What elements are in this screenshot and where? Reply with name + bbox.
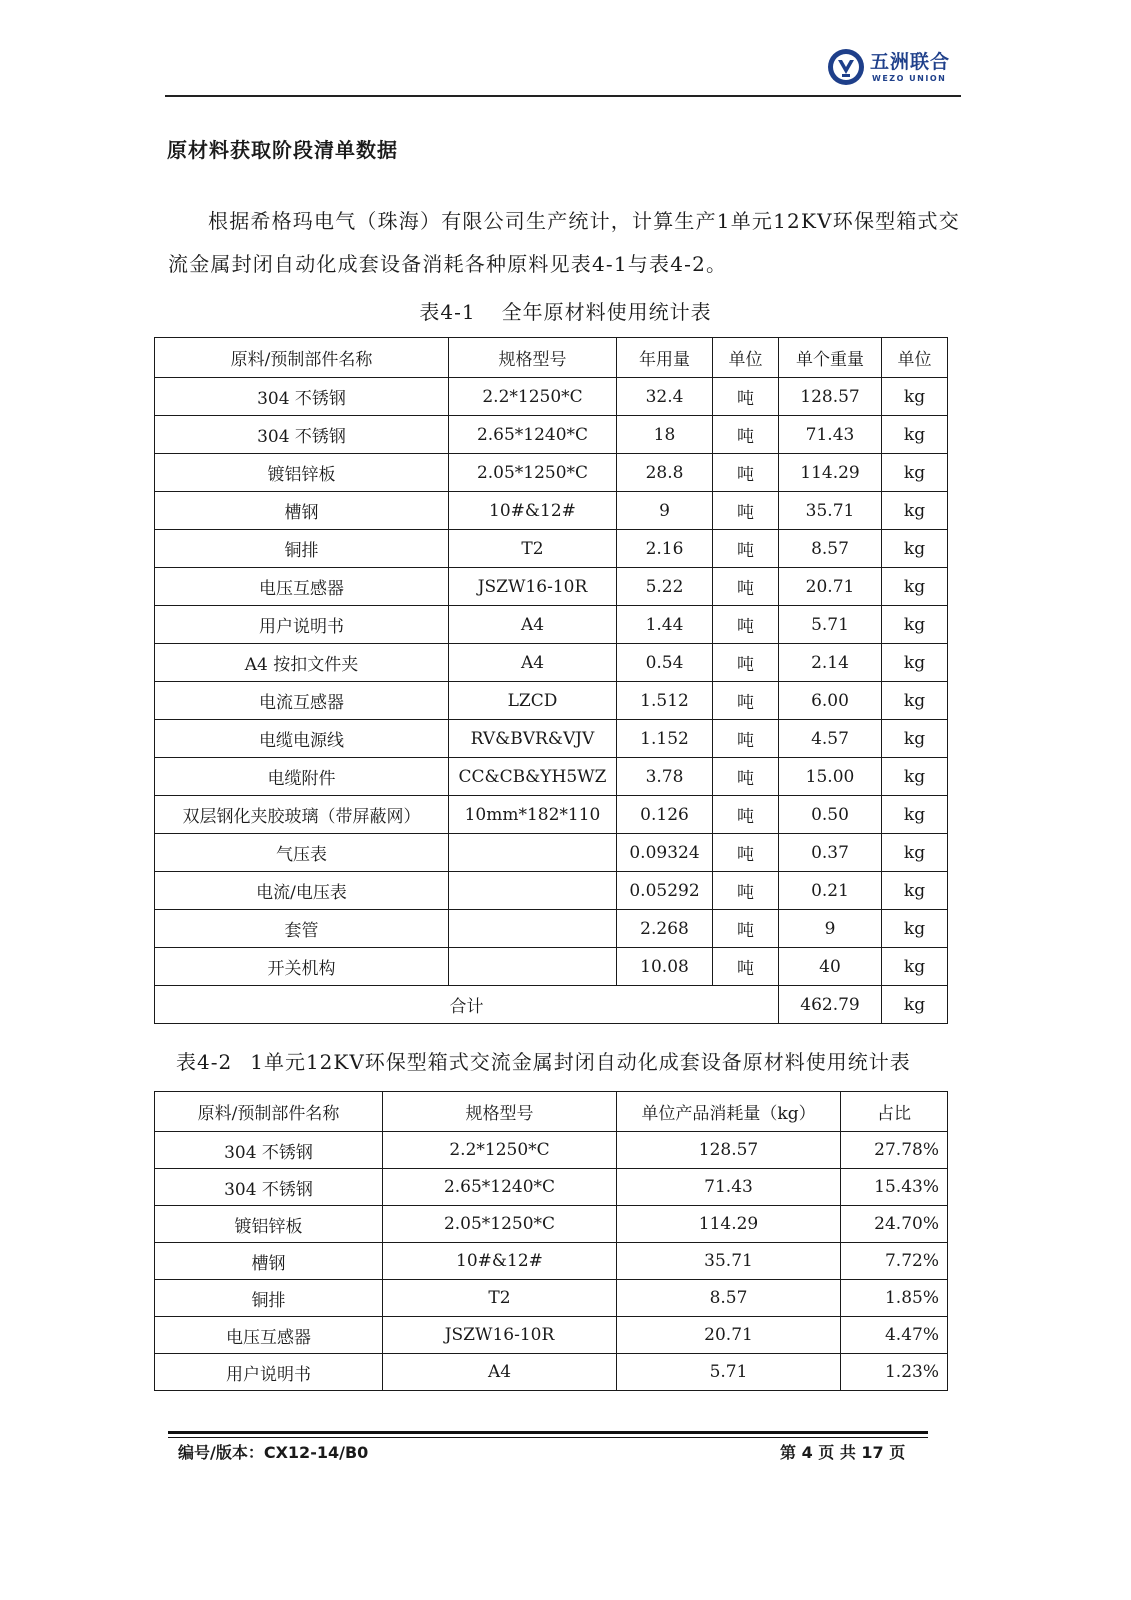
- table1-cell: 套管: [155, 910, 449, 948]
- table2-row: [155, 1132, 948, 1169]
- table1-cell: 0.09324: [617, 834, 713, 872]
- table1-cell: 0.05292: [617, 872, 713, 910]
- table1-cell: 35.71: [779, 492, 882, 530]
- table1-row: [155, 416, 948, 454]
- table1-cell: 0.21: [779, 872, 882, 910]
- table1-cell: 0.50: [779, 796, 882, 834]
- table1-cell: [449, 834, 617, 872]
- table2-cell: 10#&12#: [383, 1243, 617, 1280]
- table2-row: [155, 1206, 948, 1243]
- table2-cell: 镀铝锌板: [155, 1206, 383, 1243]
- table1-cell: kg: [882, 454, 948, 492]
- table2-row: [155, 1280, 948, 1317]
- table1-row: [155, 530, 948, 568]
- table2-cell: T2: [383, 1280, 617, 1317]
- footer-divider-thick: [168, 1431, 928, 1434]
- table1-row: [155, 948, 948, 986]
- table1-cell: 2.65*1240*C: [449, 416, 617, 454]
- table2-cell: 35.71: [617, 1243, 841, 1280]
- table1-cell: [449, 872, 617, 910]
- table1-cell: 吨: [713, 606, 779, 644]
- table1-cell: kg: [882, 606, 948, 644]
- table1-cell: 2.05*1250*C: [449, 454, 617, 492]
- table1-cell: 5.71: [779, 606, 882, 644]
- table2-cell: 128.57: [617, 1132, 841, 1169]
- table2-cell: 24.70%: [841, 1206, 948, 1243]
- table1-cell: 电缆附件: [155, 758, 449, 796]
- table1-row: [155, 682, 948, 720]
- table2-cell: 4.47%: [841, 1317, 948, 1354]
- table1-cell: 2.2*1250*C: [449, 378, 617, 416]
- table2-cell: 304 不锈钢: [155, 1169, 383, 1206]
- page-number: 第 4 页 共 17 页: [780, 1443, 906, 1462]
- table1-caption: [0, 296, 1131, 325]
- table1-header-cell: 规格型号: [449, 338, 617, 378]
- table1-cell: 吨: [713, 834, 779, 872]
- table2-header-cell: 单位产品消耗量（kg）: [617, 1092, 841, 1132]
- table1-cell: A4: [449, 644, 617, 682]
- table1-row: [155, 378, 948, 416]
- table1-cell: kg: [882, 492, 948, 530]
- table1-cell: CC&CB&YH5WZ: [449, 758, 617, 796]
- table2-caption-number: 表4-2: [176, 1050, 233, 1074]
- table1-cell: 用户说明书: [155, 606, 449, 644]
- table1-cell: 2.16: [617, 530, 713, 568]
- table2-cell: 71.43: [617, 1169, 841, 1206]
- table2-cell: 7.72%: [841, 1243, 948, 1280]
- table1-cell: 电压互感器: [155, 568, 449, 606]
- table1-cell: 2.14: [779, 644, 882, 682]
- intro-text: 根据希格玛电气（珠海）有限公司生产统计，计算生产1单元12KV环保型箱式交流金属封闭自动化成套设备消耗各种原料见表4-1与表4-2。: [168, 209, 960, 276]
- table1-cell: 4.57: [779, 720, 882, 758]
- table1-cell: 20.71: [779, 568, 882, 606]
- table2-header-cell: 规格型号: [383, 1092, 617, 1132]
- table1-cell: kg: [882, 530, 948, 568]
- table1-cell: 5.22: [617, 568, 713, 606]
- table2-cell: 304 不锈钢: [155, 1132, 383, 1169]
- section-title: 原材料获取阶段清单数据: [167, 138, 398, 162]
- table1-cell: kg: [882, 872, 948, 910]
- table1-row: [155, 796, 948, 834]
- logo-subtitle: WEZO UNION: [872, 74, 947, 83]
- table1-cell: 电流互感器: [155, 682, 449, 720]
- table1-cell: 吨: [713, 568, 779, 606]
- table1-total-unit: kg: [882, 986, 948, 1024]
- table2-cell: JSZW16-10R: [383, 1317, 617, 1354]
- table1-caption-number: 表4-1: [419, 300, 476, 324]
- table2-cell: 20.71: [617, 1317, 841, 1354]
- table1-total-label: 合计: [155, 986, 779, 1024]
- table1-cell: 电缆电源线: [155, 720, 449, 758]
- table1-header-cell: 原料/预制部件名称: [155, 338, 449, 378]
- table1-cell: kg: [882, 644, 948, 682]
- table1-cell: 吨: [713, 758, 779, 796]
- table2-cell: 1.85%: [841, 1280, 948, 1317]
- table1-row: [155, 758, 948, 796]
- table2-row: [155, 1243, 948, 1280]
- table1-cell: 电流/电压表: [155, 872, 449, 910]
- table1-cell: 吨: [713, 720, 779, 758]
- table2-caption-title: 1单元12KV环保型箱式交流金属封闭自动化成套设备原材料使用统计表: [250, 1050, 911, 1074]
- table1-cell: 304 不锈钢: [155, 416, 449, 454]
- table1-caption-title: 全年原材料使用统计表: [501, 300, 712, 324]
- table1-cell: A4: [449, 606, 617, 644]
- table1-cell: 吨: [713, 796, 779, 834]
- table1-header-cell: 年用量: [617, 338, 713, 378]
- table1-total-row: [155, 986, 948, 1024]
- table1-cell: kg: [882, 758, 948, 796]
- table1-cell: 槽钢: [155, 492, 449, 530]
- intro-paragraph: [168, 200, 963, 286]
- table1-cell: 0.54: [617, 644, 713, 682]
- table1-row: [155, 492, 948, 530]
- table1-cell: 10mm*182*110: [449, 796, 617, 834]
- table1-cell: 128.57: [779, 378, 882, 416]
- table1-row: [155, 606, 948, 644]
- table1-cell: kg: [882, 416, 948, 454]
- table1-row: [155, 454, 948, 492]
- table1-header-cell: 单位: [882, 338, 948, 378]
- table1-cell: 0.37: [779, 834, 882, 872]
- table1-cell: 1.152: [617, 720, 713, 758]
- table1-cell: 9: [617, 492, 713, 530]
- table2-cell: 2.05*1250*C: [383, 1206, 617, 1243]
- table1-cell: 40: [779, 948, 882, 986]
- table2-row: [155, 1354, 948, 1391]
- table1-cell: 18: [617, 416, 713, 454]
- table2-cell: 1.23%: [841, 1354, 948, 1391]
- table2-cell: 槽钢: [155, 1243, 383, 1280]
- table1-header-cell: 单个重量: [779, 338, 882, 378]
- table1-row: [155, 568, 948, 606]
- table2-row: [155, 1169, 948, 1206]
- table1-cell: 2.268: [617, 910, 713, 948]
- table1-cell: 吨: [713, 530, 779, 568]
- table1-cell: 吨: [713, 910, 779, 948]
- table1-cell: [449, 910, 617, 948]
- company-logo: [826, 44, 950, 90]
- table2-cell: 15.43%: [841, 1169, 948, 1206]
- table1-cell: kg: [882, 948, 948, 986]
- header-divider: [165, 95, 961, 97]
- table1-row: [155, 834, 948, 872]
- table1-cell: A4 按扣文件夹: [155, 644, 449, 682]
- logo-name: 五洲联合: [870, 51, 951, 73]
- table1-cell: 6.00: [779, 682, 882, 720]
- table1-cell: 9: [779, 910, 882, 948]
- table1-total-value: 462.79: [779, 986, 882, 1024]
- table2-cell: 2.65*1240*C: [383, 1169, 617, 1206]
- table2-cell: 铜排: [155, 1280, 383, 1317]
- table1-cell: 吨: [713, 872, 779, 910]
- document-code: 编号/版本：CX12-14/B0: [178, 1443, 369, 1462]
- table1-cell: 3.78: [617, 758, 713, 796]
- table1-cell: 10#&12#: [449, 492, 617, 530]
- annual-material-table: [154, 337, 948, 1024]
- table1-cell: 1.44: [617, 606, 713, 644]
- table1-cell: LZCD: [449, 682, 617, 720]
- table1-cell: 吨: [713, 682, 779, 720]
- table1-cell: 吨: [713, 948, 779, 986]
- table1-cell: 气压表: [155, 834, 449, 872]
- table1-cell: 28.8: [617, 454, 713, 492]
- table1-cell: kg: [882, 378, 948, 416]
- table1-cell: 吨: [713, 492, 779, 530]
- table1-cell: 吨: [713, 378, 779, 416]
- table1-row: [155, 644, 948, 682]
- table1-cell: 10.08: [617, 948, 713, 986]
- table1-cell: 镀铝锌板: [155, 454, 449, 492]
- table1-cell: kg: [882, 568, 948, 606]
- table2-header-row: [155, 1092, 948, 1132]
- table1-cell: RV&BVR&VJV: [449, 720, 617, 758]
- table1-header-cell: 单位: [713, 338, 779, 378]
- table2-cell: 27.78%: [841, 1132, 948, 1169]
- table2-cell: 2.2*1250*C: [383, 1132, 617, 1169]
- table1-cell: 8.57: [779, 530, 882, 568]
- table1-cell: T2: [449, 530, 617, 568]
- table1-cell: kg: [882, 796, 948, 834]
- table1-cell: 114.29: [779, 454, 882, 492]
- table2-caption: [176, 1046, 911, 1075]
- table2-cell: 用户说明书: [155, 1354, 383, 1391]
- table1-cell: 吨: [713, 644, 779, 682]
- table2-cell: 8.57: [617, 1280, 841, 1317]
- table1-cell: 15.00: [779, 758, 882, 796]
- table2-cell: 5.71: [617, 1354, 841, 1391]
- footer-divider-thin: [168, 1437, 928, 1438]
- table1-cell: 铜排: [155, 530, 449, 568]
- table2-header-cell: 原料/预制部件名称: [155, 1092, 383, 1132]
- table1-cell: kg: [882, 910, 948, 948]
- table1-cell: 304 不锈钢: [155, 378, 449, 416]
- table1-cell: 0.126: [617, 796, 713, 834]
- table1-cell: kg: [882, 682, 948, 720]
- table2-cell: 电压互感器: [155, 1317, 383, 1354]
- table1-cell: kg: [882, 834, 948, 872]
- table2-cell: A4: [383, 1354, 617, 1391]
- table1-row: [155, 720, 948, 758]
- unit-material-table: [154, 1091, 948, 1391]
- table2-row: [155, 1317, 948, 1354]
- table1-cell: 开关机构: [155, 948, 449, 986]
- table1-cell: kg: [882, 720, 948, 758]
- table2-cell: 114.29: [617, 1206, 841, 1243]
- table1-row: [155, 872, 948, 910]
- table1-cell: [449, 948, 617, 986]
- table1-row: [155, 910, 948, 948]
- table1-cell: 32.4: [617, 378, 713, 416]
- table1-cell: 1.512: [617, 682, 713, 720]
- table1-cell: 71.43: [779, 416, 882, 454]
- table1-cell: 吨: [713, 454, 779, 492]
- table1-cell: 双层钢化夹胶玻璃（带屏蔽网）: [155, 796, 449, 834]
- table1-cell: 吨: [713, 416, 779, 454]
- table1-cell: JSZW16-10R: [449, 568, 617, 606]
- table2-header-cell: 占比: [841, 1092, 948, 1132]
- table1-header-row: [155, 338, 948, 378]
